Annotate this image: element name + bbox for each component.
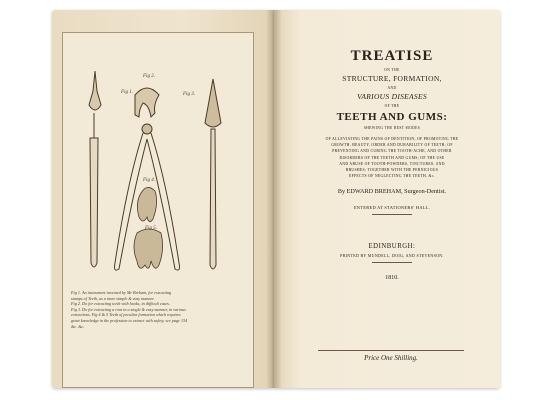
- plate-caption: [71, 290, 247, 329]
- book-gutter: [266, 10, 282, 388]
- printer-line: PRINTED BY MUNDELL, DOIG, AND STEVENSON.: [340, 253, 444, 259]
- fig4-tooth: [137, 187, 156, 221]
- fig4-label: Fig 4.: [143, 178, 155, 183]
- caption-line: stumps of Teeth, as a more simple & easy manner.: [71, 295, 155, 301]
- title-line: OF THE: [384, 104, 400, 108]
- left-page: [52, 10, 274, 388]
- title-line: VARIOUS DISEASES: [357, 92, 427, 101]
- description-line: BRUSHES; TOGETHER WITH THE PERNICIOUS: [345, 168, 439, 173]
- entered-line: ENTERED AT STATIONERS' HALL.: [353, 205, 431, 211]
- author-line: By EDWARD BREHAM, Surgeon-Dentist.: [337, 188, 447, 196]
- dental-instruments-illustration: [63, 33, 253, 387]
- right-page: [274, 10, 500, 388]
- title-line: SHEWING THE BEST MODES: [363, 126, 421, 130]
- caption-line: great knowledge in the profession to extract with safety, see page 134: [71, 317, 188, 323]
- divider: [372, 262, 412, 263]
- book-title: TREATISE: [350, 48, 434, 64]
- title-line: ON THE: [384, 68, 400, 72]
- title-line: STRUCTURE, FORMATION,: [342, 74, 442, 83]
- price-line: Price One Shilling.: [318, 350, 464, 362]
- title-line: AND: [387, 86, 397, 90]
- publication-year: 1810.: [385, 275, 399, 282]
- description-line: EFFECTS OF NEGLECTING THE TEETH, &c.: [348, 174, 436, 179]
- description-line: DISORDERS OF THE TEETH AND GUMS; OF THE USE: [339, 155, 445, 160]
- caption-line: Fig 3. Do for extracting a root in a single & easy manner, in various: [71, 306, 186, 312]
- description-line: AND ABUSE OF TOOTH-POWDERS, TINCTURES, AND: [339, 161, 445, 166]
- description-line: PREVENTING AND CURING THE TOOTH-ACHE, AND OTHER: [332, 149, 452, 154]
- caption-line: &c. &c.: [71, 323, 85, 329]
- fig5-lancet: [205, 79, 221, 269]
- fig1-label: Fig 1.: [121, 90, 133, 95]
- caption-line: extractions. Fig 4 & 5 Teeth of peculiar formation which requires: [71, 312, 181, 318]
- fig5-label: Fig 5.: [145, 226, 157, 231]
- caption-line: Fig 2. Do for extracting teeth with hooks, in difficult cases.: [71, 301, 170, 307]
- title-subject: TEETH AND GUMS:: [336, 111, 448, 123]
- fig1-elevator: [89, 71, 101, 267]
- title-description: [296, 136, 488, 179]
- open-book: [52, 10, 500, 388]
- description-line: GROWTH, BEAUTY, ORDER AND DURABILITY OF TEETH; OF: [331, 143, 453, 148]
- caption-line: Fig 1. An instrument invented by Mr Breham, for extracting: [71, 290, 172, 295]
- description-line: OF ALLEVIATING THE PAINS OF DENTITION; OF PROMOTING THE: [325, 137, 459, 141]
- fig3-molar: [134, 229, 163, 268]
- engraved-plate: [62, 32, 254, 388]
- divider: [372, 214, 412, 215]
- publication-place: EDINBURGH:: [368, 243, 416, 251]
- fig2-label: Fig 2.: [143, 74, 155, 79]
- title-page: [296, 46, 488, 281]
- fig3-label: Fig 3.: [183, 92, 195, 97]
